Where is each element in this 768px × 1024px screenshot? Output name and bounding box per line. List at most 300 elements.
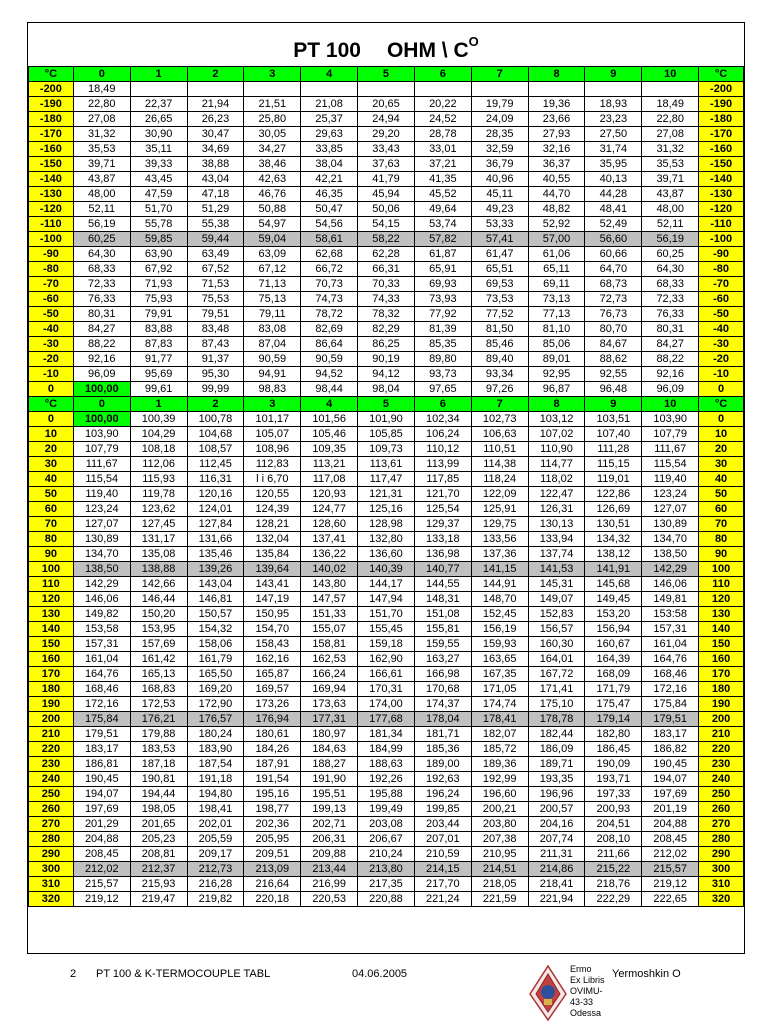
resistance-value: 175,84 [642, 697, 699, 712]
table-row [29, 487, 744, 502]
resistance-value: 218,05 [471, 877, 528, 892]
resistance-value: 87,04 [244, 337, 301, 352]
resistance-value [187, 82, 244, 97]
resistance-value: 47,59 [130, 187, 187, 202]
temperature-label: 220 [29, 742, 74, 757]
resistance-value: 138,50 [642, 547, 699, 562]
resistance-value: 202,71 [301, 817, 358, 832]
resistance-value: 137,41 [301, 532, 358, 547]
resistance-value: 221,94 [528, 892, 585, 907]
resistance-value: 56,19 [73, 217, 130, 232]
temperature-label: 190 [699, 697, 744, 712]
resistance-value: 205,59 [187, 832, 244, 847]
resistance-value: 177,68 [358, 712, 415, 727]
resistance-value: 206,31 [301, 832, 358, 847]
resistance-value: 132,80 [358, 532, 415, 547]
resistance-value: 143,41 [244, 577, 301, 592]
resistance-value: 80,31 [73, 307, 130, 322]
resistance-value: 54,97 [244, 217, 301, 232]
column-header: 4 [301, 397, 358, 412]
resistance-value: 167,35 [471, 667, 528, 682]
resistance-value: 214,51 [471, 862, 528, 877]
resistance-value: 208,10 [585, 832, 642, 847]
temperature-label: 50 [699, 487, 744, 502]
resistance-value: 206,67 [358, 832, 415, 847]
resistance-value: 49,23 [471, 202, 528, 217]
resistance-value: 78,72 [301, 307, 358, 322]
resistance-value: 124,77 [301, 502, 358, 517]
temperature-label: -40 [29, 322, 74, 337]
resistance-value: 186,45 [585, 742, 642, 757]
resistance-value: 37,63 [358, 157, 415, 172]
resistance-value: 76,73 [585, 307, 642, 322]
resistance-value: 218,41 [528, 877, 585, 892]
resistance-value: 96,09 [73, 367, 130, 382]
resistance-value: 46,35 [301, 187, 358, 202]
resistance-value: 67,52 [187, 262, 244, 277]
resistance-value: 128,21 [244, 517, 301, 532]
resistance-value [301, 82, 358, 97]
resistance-value: 201,29 [73, 817, 130, 832]
resistance-value: 188,27 [301, 757, 358, 772]
temperature-label: 250 [699, 787, 744, 802]
page-title [28, 23, 744, 67]
resistance-value: 184,63 [301, 742, 358, 757]
temperature-label: 160 [29, 652, 74, 667]
resistance-value: 147,19 [244, 592, 301, 607]
resistance-value [471, 82, 528, 97]
temperature-label: -140 [699, 172, 744, 187]
resistance-value: 213,09 [244, 862, 301, 877]
resistance-value: 152,45 [471, 607, 528, 622]
temperature-label: -60 [29, 292, 74, 307]
resistance-value: 130,89 [642, 517, 699, 532]
temperature-label: 180 [29, 682, 74, 697]
resistance-value: 69,93 [414, 277, 471, 292]
resistance-value: 115,54 [642, 457, 699, 472]
resistance-value: 212,02 [642, 847, 699, 862]
resistance-value: 175,47 [585, 697, 642, 712]
temperature-label: 300 [29, 862, 74, 877]
resistance-value: 140,39 [358, 562, 415, 577]
resistance-value: 155,45 [358, 622, 415, 637]
column-header: 4 [301, 67, 358, 82]
resistance-value: 38,04 [301, 157, 358, 172]
table-row [29, 232, 744, 247]
resistance-value: 207,38 [471, 832, 528, 847]
resistance-value: 183,17 [642, 727, 699, 742]
resistance-value: 161,79 [187, 652, 244, 667]
resistance-value: 220,88 [358, 892, 415, 907]
resistance-value: 142,29 [642, 562, 699, 577]
resistance-value: 59,04 [244, 232, 301, 247]
resistance-value: 63,49 [187, 247, 244, 262]
resistance-value: 108,18 [130, 442, 187, 457]
column-header: 0 [73, 67, 130, 82]
temperature-label: 60 [699, 502, 744, 517]
resistance-value: 84,27 [642, 337, 699, 352]
resistance-value: 175,84 [73, 712, 130, 727]
temperature-label: 10 [29, 427, 74, 442]
resistance-value: 65,91 [414, 262, 471, 277]
resistance-value: 59,44 [187, 232, 244, 247]
resistance-value: 219,47 [130, 892, 187, 907]
resistance-value: 146,06 [642, 577, 699, 592]
resistance-value: 92,16 [642, 367, 699, 382]
resistance-value: 91,37 [187, 352, 244, 367]
resistance-value: 190,81 [130, 772, 187, 787]
resistance-value: 136,22 [301, 547, 358, 562]
resistance-value: 221,24 [414, 892, 471, 907]
temperature-label: 30 [699, 457, 744, 472]
footer-author: Yermoshkin O [612, 968, 681, 980]
resistance-value: 68,33 [73, 262, 130, 277]
resistance-value: 168,46 [642, 667, 699, 682]
resistance-value: 43,87 [73, 172, 130, 187]
resistance-value: 144,17 [358, 577, 415, 592]
resistance-value: 78,32 [358, 307, 415, 322]
temperature-label: -170 [29, 127, 74, 142]
resistance-value: 89,01 [528, 352, 585, 367]
resistance-value: 123,24 [73, 502, 130, 517]
resistance-value: 48,41 [585, 202, 642, 217]
resistance-value: 81,50 [471, 322, 528, 337]
resistance-value: 172,53 [130, 697, 187, 712]
resistance-value: 26,23 [187, 112, 244, 127]
temperature-label: 110 [29, 577, 74, 592]
resistance-value: 198,05 [130, 802, 187, 817]
resistance-value: 170,68 [414, 682, 471, 697]
resistance-value: 215,93 [130, 877, 187, 892]
table-row [29, 352, 744, 367]
temperature-label: 290 [29, 847, 74, 862]
temperature-label: 170 [29, 667, 74, 682]
resistance-value: 171,41 [528, 682, 585, 697]
resistance-value: 92,55 [585, 367, 642, 382]
resistance-value: 53,74 [414, 217, 471, 232]
resistance-value: 27,50 [585, 127, 642, 142]
resistance-value: 109,35 [301, 442, 358, 457]
temperature-label: 20 [699, 442, 744, 457]
resistance-value: 187,91 [244, 757, 301, 772]
resistance-value: 215,57 [642, 862, 699, 877]
resistance-value: 52,92 [528, 217, 585, 232]
resistance-value: 58,61 [301, 232, 358, 247]
ex-libris-line: Odessa [570, 1008, 602, 1018]
resistance-value: 153,95 [130, 622, 187, 637]
resistance-value: 180,61 [244, 727, 301, 742]
resistance-value: 217,35 [358, 877, 415, 892]
resistance-value: 32,59 [471, 142, 528, 157]
table-row [29, 742, 744, 757]
resistance-value: 74,73 [301, 292, 358, 307]
resistance-value: 97,65 [414, 382, 471, 397]
resistance-value: 38,88 [187, 157, 244, 172]
resistance-value: 58,22 [358, 232, 415, 247]
resistance-value: 178,41 [471, 712, 528, 727]
resistance-value: 196,96 [528, 787, 585, 802]
resistance-value: 112,06 [130, 457, 187, 472]
resistance-value: 191,18 [187, 772, 244, 787]
resistance-value: 209,51 [244, 847, 301, 862]
temperature-label: 140 [29, 622, 74, 637]
resistance-value: 193,35 [528, 772, 585, 787]
resistance-value: 60,66 [585, 247, 642, 262]
resistance-value: 185,72 [471, 742, 528, 757]
resistance-value: 174,74 [471, 697, 528, 712]
resistance-value: 33,01 [414, 142, 471, 157]
column-header: °C [29, 397, 74, 412]
table-row [29, 127, 744, 142]
resistance-value: 107,79 [73, 442, 130, 457]
resistance-value: 102,73 [471, 412, 528, 427]
temperature-label: 310 [29, 877, 74, 892]
resistance-value: 113,61 [358, 457, 415, 472]
temperature-label: 110 [699, 577, 744, 592]
column-header: 6 [414, 67, 471, 82]
resistance-value: 197,69 [642, 787, 699, 802]
resistance-value: 202,36 [244, 817, 301, 832]
temperature-label: 10 [699, 427, 744, 442]
resistance-value: 117,85 [414, 472, 471, 487]
resistance-value: 102,34 [414, 412, 471, 427]
table-row [29, 337, 744, 352]
resistance-value: 217,70 [414, 877, 471, 892]
table-row [29, 412, 744, 427]
resistance-value: 40,13 [585, 172, 642, 187]
resistance-value: 80,31 [642, 322, 699, 337]
resistance-value: 33,85 [301, 142, 358, 157]
resistance-value: 77,52 [471, 307, 528, 322]
temperature-label: -20 [29, 352, 74, 367]
resistance-value: 34,69 [187, 142, 244, 157]
resistance-value: 148,70 [471, 592, 528, 607]
resistance-value: 114,77 [528, 457, 585, 472]
resistance-value: 23,66 [528, 112, 585, 127]
temperature-label: 60 [29, 502, 74, 517]
resistance-value: 70,73 [301, 277, 358, 292]
resistance-value: 131,17 [130, 532, 187, 547]
temperature-label: 200 [699, 712, 744, 727]
table-row [29, 97, 744, 112]
resistance-value: 24,09 [471, 112, 528, 127]
resistance-value: 54,56 [301, 217, 358, 232]
resistance-value: 170,31 [358, 682, 415, 697]
temperature-label: -110 [699, 217, 744, 232]
temperature-label: 300 [699, 862, 744, 877]
resistance-value: 122,86 [585, 487, 642, 502]
resistance-value: 154,32 [187, 622, 244, 637]
resistance-value: 140,02 [301, 562, 358, 577]
resistance-value: 138,12 [585, 547, 642, 562]
resistance-value: 29,20 [358, 127, 415, 142]
resistance-value: 175,10 [528, 697, 585, 712]
ex-libris-line: 43-33 [570, 997, 594, 1007]
table-row [29, 772, 744, 787]
resistance-value: 61,06 [528, 247, 585, 262]
resistance-value: 111,67 [642, 442, 699, 457]
table-row [29, 862, 744, 877]
resistance-value: 126,31 [528, 502, 585, 517]
table-row [29, 262, 744, 277]
resistance-table [28, 66, 744, 907]
resistance-value: 71,93 [130, 277, 187, 292]
resistance-value: 119,01 [585, 472, 642, 487]
resistance-value: 126,69 [585, 502, 642, 517]
table-row [29, 562, 744, 577]
resistance-value: 190,09 [585, 757, 642, 772]
table-row [29, 217, 744, 232]
column-header: 2 [187, 397, 244, 412]
resistance-value: 113,21 [301, 457, 358, 472]
resistance-value: 77,92 [414, 307, 471, 322]
resistance-value: 90,59 [244, 352, 301, 367]
resistance-value: 79,91 [130, 307, 187, 322]
resistance-value: 36,37 [528, 157, 585, 172]
resistance-value: 179,51 [642, 712, 699, 727]
page-frame [27, 22, 745, 954]
column-header-row [29, 397, 744, 412]
table-row [29, 427, 744, 442]
table-row [29, 472, 744, 487]
temperature-label: 40 [699, 472, 744, 487]
resistance-value: 72,33 [73, 277, 130, 292]
resistance-value: 155,81 [414, 622, 471, 637]
resistance-value: 194,07 [73, 787, 130, 802]
resistance-value: 103,90 [642, 412, 699, 427]
table-row [29, 892, 744, 907]
column-header-row [29, 67, 744, 82]
resistance-value: 145,68 [585, 577, 642, 592]
resistance-value: 125,54 [414, 502, 471, 517]
resistance-value: 128,98 [358, 517, 415, 532]
resistance-value: 62,28 [358, 247, 415, 262]
resistance-value [358, 82, 415, 97]
resistance-value: 71,13 [244, 277, 301, 292]
temperature-label: 230 [699, 757, 744, 772]
resistance-value: 132,04 [244, 532, 301, 547]
temperature-label: -50 [699, 307, 744, 322]
resistance-value: 159,55 [414, 637, 471, 652]
temperature-label: 140 [699, 622, 744, 637]
resistance-value: 55,38 [187, 217, 244, 232]
resistance-value: 210,95 [471, 847, 528, 862]
temperature-label: 0 [29, 382, 74, 397]
resistance-value: 61,87 [414, 247, 471, 262]
column-header: 5 [358, 397, 415, 412]
table-row [29, 112, 744, 127]
title-main: PT 100 [293, 39, 361, 62]
resistance-value: 151,08 [414, 607, 471, 622]
resistance-value: 68,73 [585, 277, 642, 292]
resistance-value [642, 82, 699, 97]
resistance-value: 211,31 [528, 847, 585, 862]
resistance-value: 174,00 [358, 697, 415, 712]
resistance-value: 52,11 [642, 217, 699, 232]
resistance-value: 212,37 [130, 862, 187, 877]
resistance-value: 176,57 [187, 712, 244, 727]
column-header: 7 [471, 397, 528, 412]
resistance-value: 60,25 [73, 232, 130, 247]
resistance-value: 209,17 [187, 847, 244, 862]
temperature-label: 220 [699, 742, 744, 757]
resistance-value: 133,18 [414, 532, 471, 547]
resistance-value: 104,29 [130, 427, 187, 442]
resistance-value: 129,37 [414, 517, 471, 532]
resistance-value: 57,00 [528, 232, 585, 247]
resistance-value: 25,80 [244, 112, 301, 127]
resistance-value: 36,79 [471, 157, 528, 172]
resistance-value: 61,47 [471, 247, 528, 262]
resistance-value: 161,04 [642, 637, 699, 652]
resistance-value: 127,07 [73, 517, 130, 532]
resistance-value: 219,12 [73, 892, 130, 907]
resistance-value: 203,08 [358, 817, 415, 832]
resistance-value: 67,92 [130, 262, 187, 277]
resistance-value: 68,33 [642, 277, 699, 292]
resistance-value: 207,01 [414, 832, 471, 847]
resistance-value: 157,69 [130, 637, 187, 652]
resistance-value: 177,31 [301, 712, 358, 727]
resistance-value: 63,09 [244, 247, 301, 262]
table-row [29, 637, 744, 652]
resistance-value: 159,18 [358, 637, 415, 652]
resistance-value: 165,87 [244, 667, 301, 682]
resistance-value: 169,57 [244, 682, 301, 697]
temperature-label: -30 [699, 337, 744, 352]
resistance-value: 95,69 [130, 367, 187, 382]
resistance-value: 161,04 [73, 652, 130, 667]
resistance-value: 208,45 [73, 847, 130, 862]
resistance-value: 123,62 [130, 502, 187, 517]
temperature-label: -160 [699, 142, 744, 157]
page-number: 2 [70, 968, 77, 980]
resistance-value: 70,33 [358, 277, 415, 292]
resistance-value: 204,88 [642, 817, 699, 832]
resistance-value: 210,59 [414, 847, 471, 862]
table-row [29, 382, 744, 397]
table-row [29, 547, 744, 562]
temperature-label: -100 [699, 232, 744, 247]
resistance-value: 161,42 [130, 652, 187, 667]
resistance-value: 110,51 [471, 442, 528, 457]
column-header: 0 [73, 397, 130, 412]
resistance-value: 48,00 [73, 187, 130, 202]
resistance-value: 198,41 [187, 802, 244, 817]
table-row [29, 832, 744, 847]
resistance-value: 24,52 [414, 112, 471, 127]
resistance-value: 165,50 [187, 667, 244, 682]
temperature-label: 190 [29, 697, 74, 712]
table-row [29, 292, 744, 307]
resistance-value: 208,81 [130, 847, 187, 862]
temperature-label: -80 [699, 262, 744, 277]
resistance-value: 205,95 [244, 832, 301, 847]
resistance-value: 194,80 [187, 787, 244, 802]
resistance-value: 219,12 [642, 877, 699, 892]
resistance-value: 164,39 [585, 652, 642, 667]
resistance-value: 186,82 [642, 742, 699, 757]
resistance-value: 187,54 [187, 757, 244, 772]
resistance-value: 50,88 [244, 202, 301, 217]
resistance-value: 182,80 [585, 727, 642, 742]
table-row [29, 712, 744, 727]
resistance-value: 35,11 [130, 142, 187, 157]
resistance-value: 18,49 [642, 97, 699, 112]
resistance-value: 222,29 [585, 892, 642, 907]
resistance-value: 137,74 [528, 547, 585, 562]
temperature-label: -70 [29, 277, 74, 292]
